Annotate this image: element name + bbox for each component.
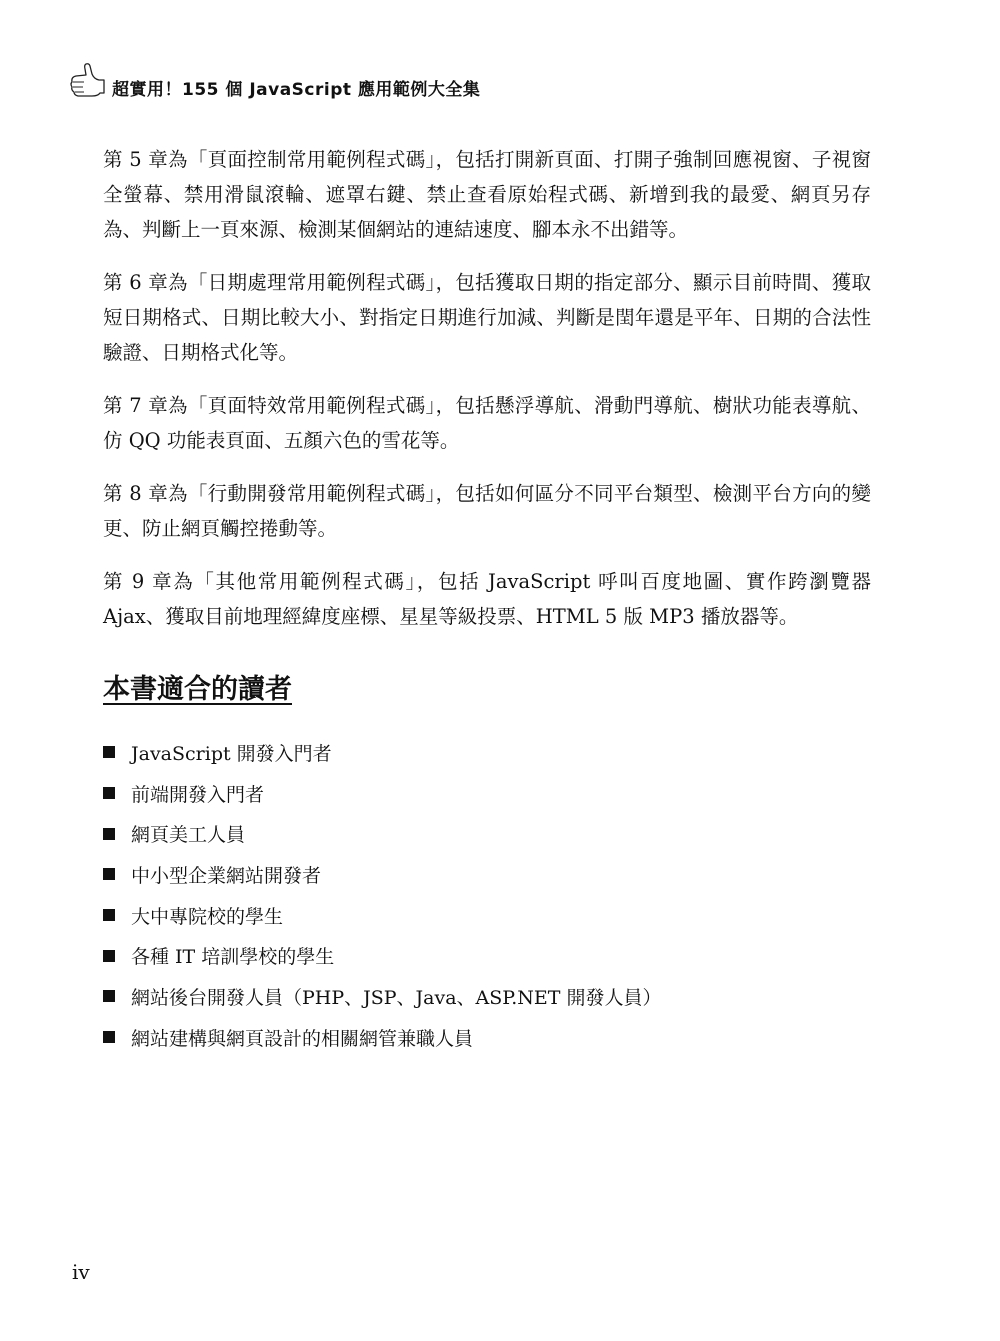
list-item-text: 網站建構與網頁設計的相關網管兼職人員 — [131, 1027, 474, 1050]
square-bullet-icon — [103, 787, 115, 799]
square-bullet-icon — [103, 868, 115, 880]
list-item-text: 大中專院校的學生 — [131, 905, 284, 928]
section-heading: 本書適合的讀者 — [103, 674, 292, 705]
square-bullet-icon — [103, 1031, 115, 1043]
list-item — [103, 976, 871, 1017]
list-item-text: 網頁美工人員 — [131, 824, 246, 847]
list-item — [103, 935, 871, 976]
chapter-7-paragraph: 第 7 章為「頁面特效常用範例程式碼」，包括懸浮導航、滑動門導航、樹狀功能表導航、仿 QQ 功能表頁面、五顏六色的雪花等。 — [103, 394, 871, 452]
square-bullet-icon — [103, 746, 115, 758]
thumbs-up-icon — [68, 60, 108, 100]
list-item-text: JavaScript 開發入門者 — [131, 742, 332, 765]
reader-list — [103, 732, 871, 1058]
chapter-9-paragraph: 第 9 章為「其他常用範例程式碼」，包括 JavaScript 呼叫百度地圖、實作跨瀏覽器 Ajax、獲取目前地理經緯度座標、星星等級投票、HTML 5 版 MP3 播放器等。 — [103, 570, 871, 628]
list-item — [103, 813, 871, 854]
book-title: 超實用！155 個 JavaScript 應用範例大全集 — [112, 79, 481, 100]
list-item — [103, 895, 871, 936]
list-item-text: 各種 IT 培訓學校的學生 — [131, 946, 335, 969]
list-item — [103, 854, 871, 895]
list-item — [103, 773, 871, 814]
page-number: iv — [72, 1260, 90, 1284]
square-bullet-icon — [103, 909, 115, 921]
list-item-text: 前端開發入門者 — [131, 783, 265, 806]
square-bullet-icon — [103, 950, 115, 962]
page-body — [103, 142, 871, 1058]
list-item — [103, 732, 871, 773]
square-bullet-icon — [103, 990, 115, 1002]
square-bullet-icon — [103, 828, 115, 840]
running-header — [68, 58, 480, 102]
chapter-5-paragraph: 第 5 章為「頁面控制常用範例程式碼」，包括打開新頁面、打開子強制回應視窗、子視窗全螢幕、禁用滑鼠滾輪、遮罩右鍵、禁止查看原始程式碼、新增到我的最愛、網頁另存為、判斷上一頁來源、檢測某個網站的連結速度、腳本永不出錯等。 — [103, 148, 871, 241]
list-item-text: 中小型企業網站開發者 — [131, 864, 322, 887]
list-item-text: 網站後台開發人員（PHP、JSP、Java、ASP.NET 開發人員） — [131, 986, 662, 1009]
chapter-8-paragraph: 第 8 章為「行動開發常用範例程式碼」，包括如何區分不同平台類型、檢測平台方向的變更、防止網頁觸控捲動等。 — [103, 482, 871, 540]
chapter-6-paragraph: 第 6 章為「日期處理常用範例程式碼」，包括獲取日期的指定部分、顯示目前時間、獲取短日期格式、日期比較大小、對指定日期進行加減、判斷是閏年還是平年、日期的合法性驗證、日期格式化等。 — [103, 271, 871, 364]
list-item — [103, 1017, 871, 1058]
